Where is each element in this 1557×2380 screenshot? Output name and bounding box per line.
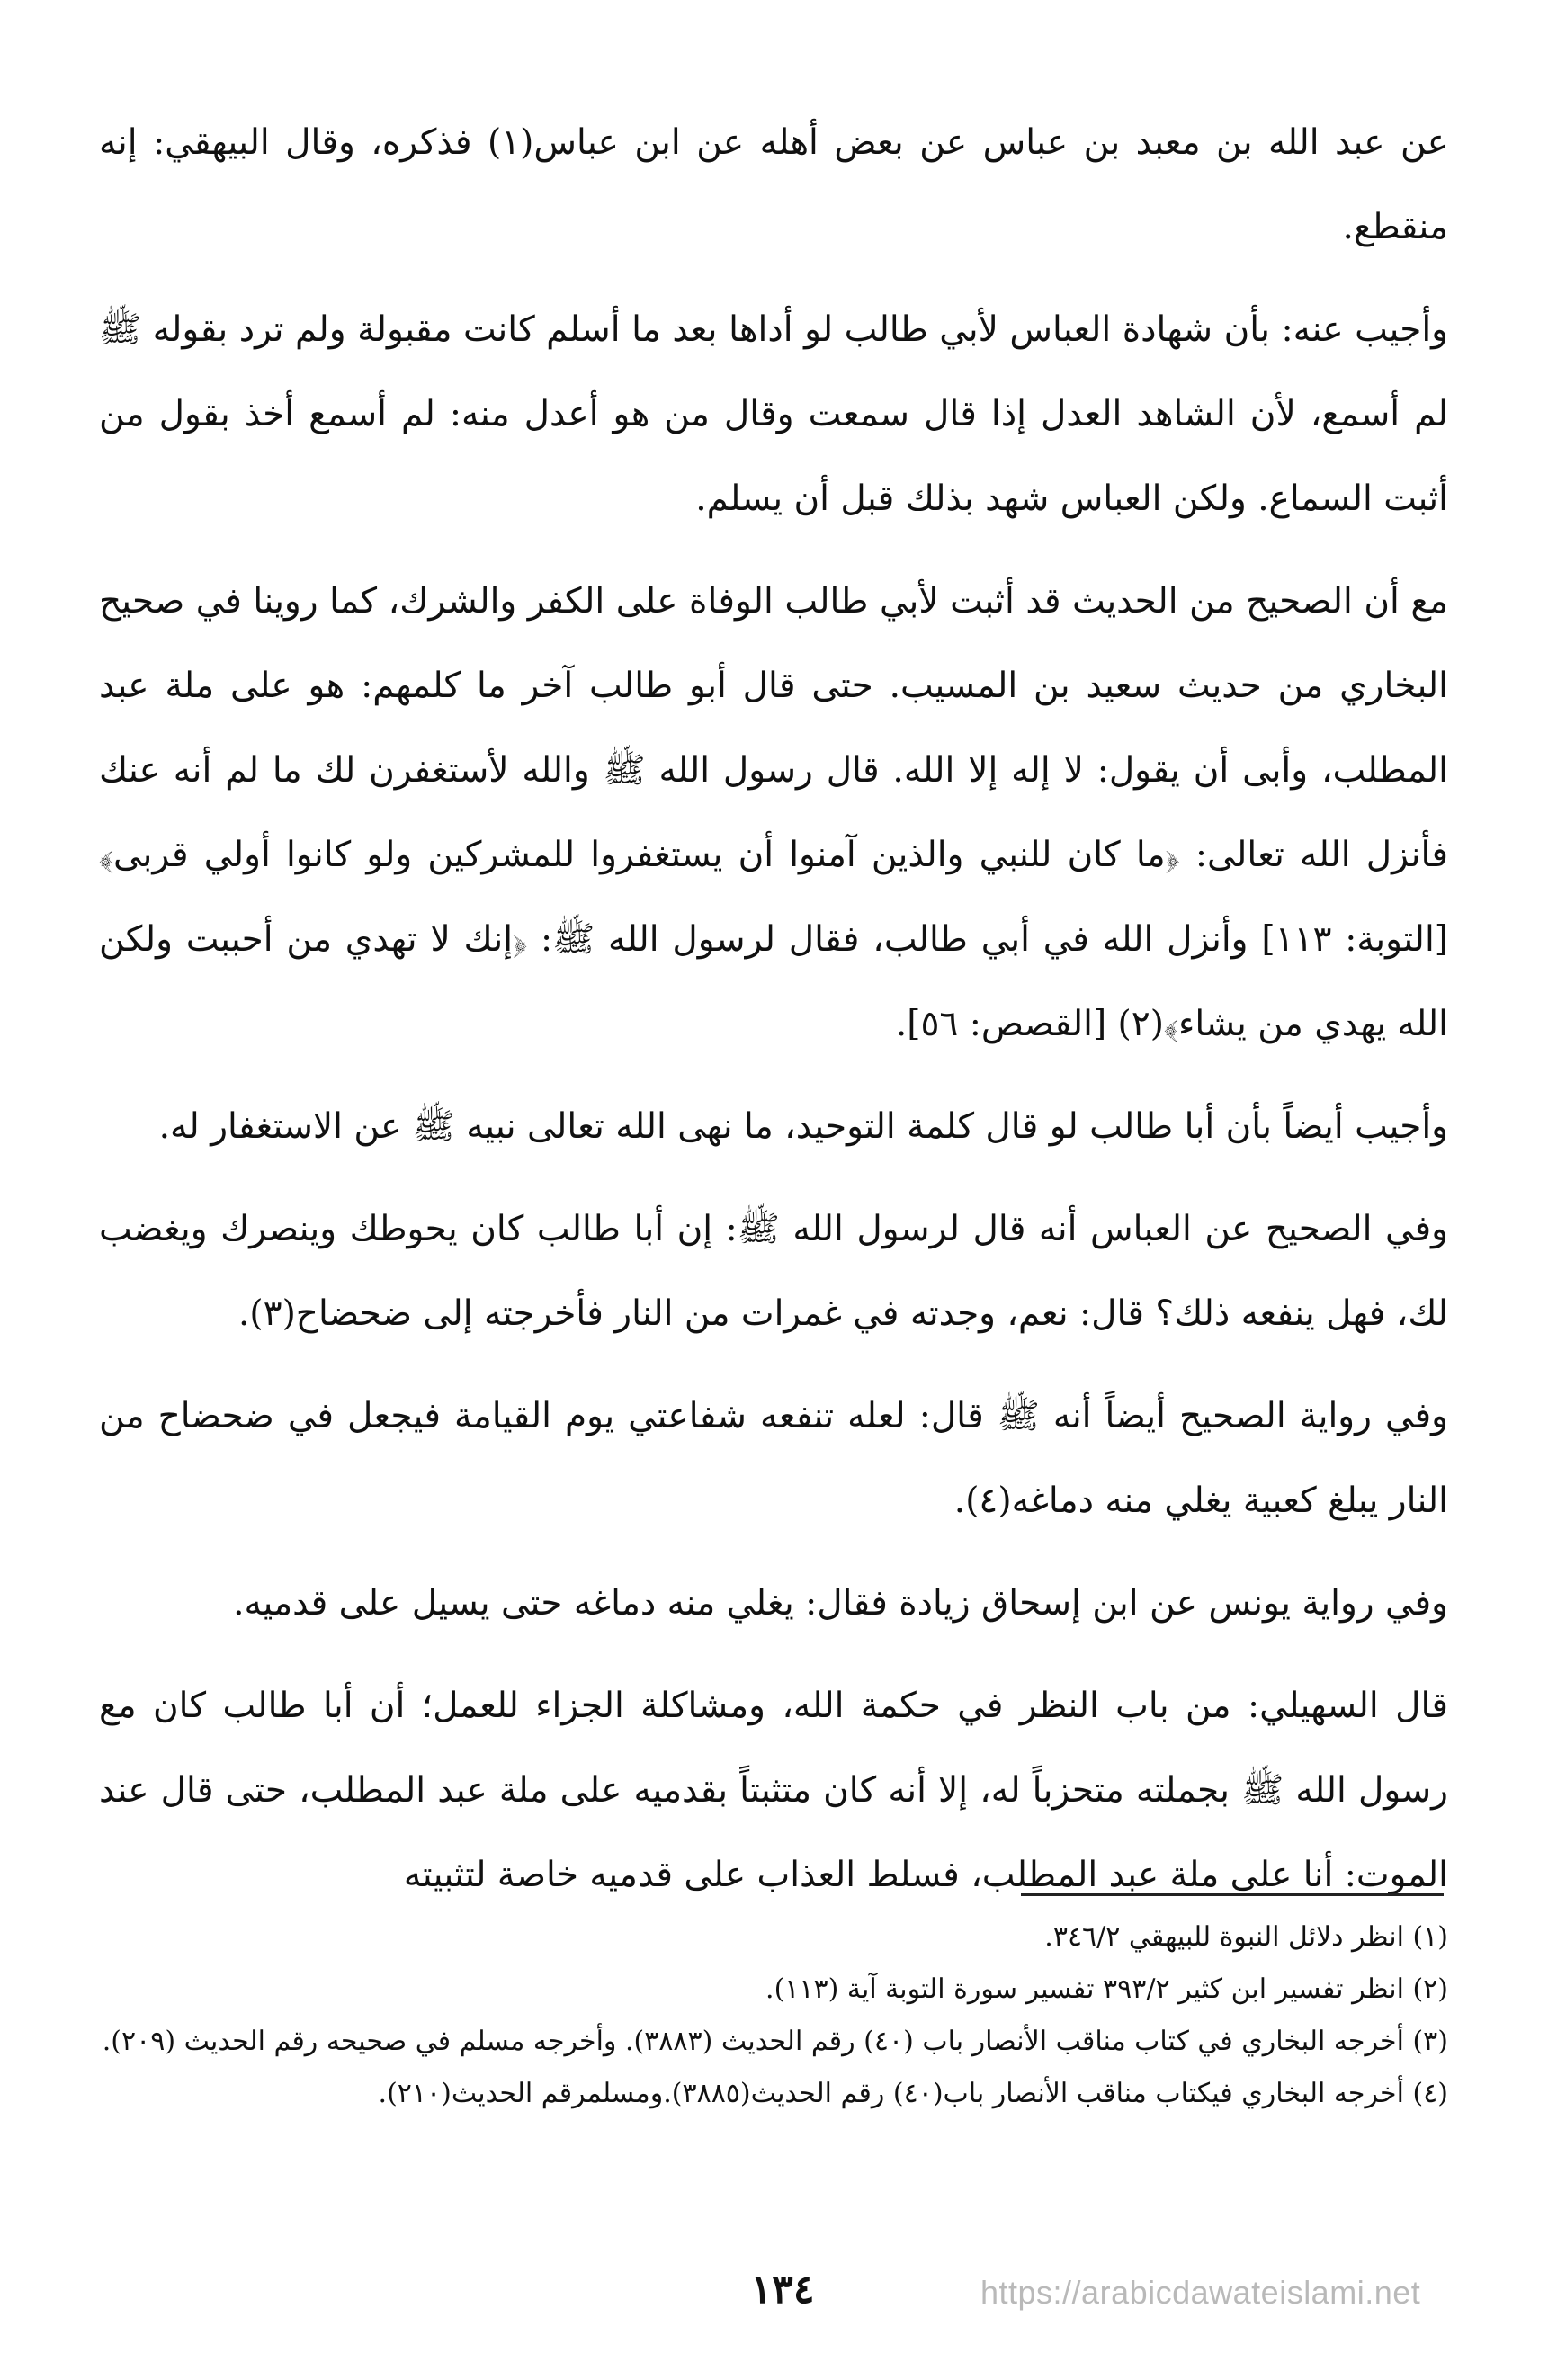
footnote: (٤) أخرجه البخاري فيكتاب مناقب الأنصار باب(٤٠) رقم الحديث(٣٨٨٥).ومسلمرقم الحديث(٢١٠). bbox=[378, 2078, 1448, 2109]
footnotes bbox=[99, 1911, 1448, 2120]
watermark-url: https://arabicdawateislami.net bbox=[980, 2274, 1421, 2311]
page-number: ١٣٤ bbox=[750, 2267, 815, 2313]
paragraph: قال السهيلي: من باب النظر في حكمة الله، ومشاكلة الجزاء للعمل؛ أن أبا طالب كان مع رسول الله ﷺ بجملته متحزباً له، إلا أنه كان متثبتاً بقدميه على ملة عبد المطلب، حتى قال عند الموت: أنا على ملة عبد المطلب، فسلط العذاب على قدميه خاصة لتثبيته bbox=[99, 1686, 1448, 1895]
footnote-separator bbox=[1021, 1893, 1444, 1896]
paragraph: عن عبد الله بن معبد بن عباس عن بعض أهله عن ابن عباس(١) فذكره، وقال البيهقي: إنه منقطع. bbox=[99, 122, 1448, 247]
paragraph: وفي رواية الصحيح أيضاً أنه ﷺ قال: لعله تنفعه شفاعتي يوم القيامة فيجعل في ضحضاح من النار يبلغ كعبية يغلي منه دماغه(٤). bbox=[99, 1396, 1448, 1521]
paragraph: مع أن الصحيح من الحديث قد أثبت لأبي طالب الوفاة على الكفر والشرك، كما روينا في صحيح البخاري من حديث سعيد بن المسيب. حتى قال أبو طالب آخر ما كلمهم: هو على ملة عبد المطلب، وأبى أن يقول: لا إله إلا الله. قال رسول الله ﷺ والله لأستغفرن لك ما لم أنه عنك فأنزل الله تعالى: ﴿ما كان للنبي والذين آمنوا أن يستغفروا للمشركين ولو كانوا أولي قربى﴾ [التوبة: ١١٣] وأنزل الله في أبي طالب، فقال لرسول الله ﷺ: ﴿إنك لا تهدي من أحببت ولكن الله يهدي من يشاء﴾(٢) [القصص: ٥٦]. bbox=[99, 581, 1448, 1044]
paragraph: وفي الصحيح عن العباس أنه قال لرسول الله ﷺ: إن أبا طالب كان يحوطك وينصرك ويغضب لك، فهل ينفعه ذلك؟ قال: نعم، وجدته في غمرات من النار فأخرجته إلى ضحضاح(٣). bbox=[99, 1209, 1448, 1334]
footnote: (١) انظر دلائل النبوة للبيهقي ٣٤٦/٢. bbox=[1044, 1921, 1448, 1953]
footnote: (٣) أخرجه البخاري في كتاب مناقب الأنصار باب (٤٠) رقم الحديث (٣٨٨٣). وأخرجه مسلم في صحيحه رقم الحديث (٢٠٩). bbox=[102, 2026, 1448, 2057]
paragraph: وفي رواية يونس عن ابن إسحاق زيادة فقال: يغلي منه دماغه حتى يسيل على قدميه. bbox=[233, 1583, 1448, 1624]
footnote: (٢) انظر تفسير ابن كثير ٣٩٣/٢ تفسير سورة التوبة آية (١١٣). bbox=[765, 1973, 1448, 2005]
paragraph: وأجيب عنه: بأن شهادة العباس لأبي طالب لو أداها بعد ما أسلم كانت مقبولة ولم ترد بقوله ﷺ لم أسمع، لأن الشاهد العدل إذا قال سمعت وقال من هو أعدل منه: لم أسمع أخذ بقول من أثبت السماع. ولكن العباس شهد بذلك قبل أن يسلم. bbox=[99, 309, 1448, 519]
main-text bbox=[99, 101, 1448, 1936]
paragraph: وأجيب أيضاً بأن أبا طالب لو قال كلمة التوحيد، ما نهى الله تعالى نبيه ﷺ عن الاستغفار له. bbox=[158, 1106, 1448, 1147]
